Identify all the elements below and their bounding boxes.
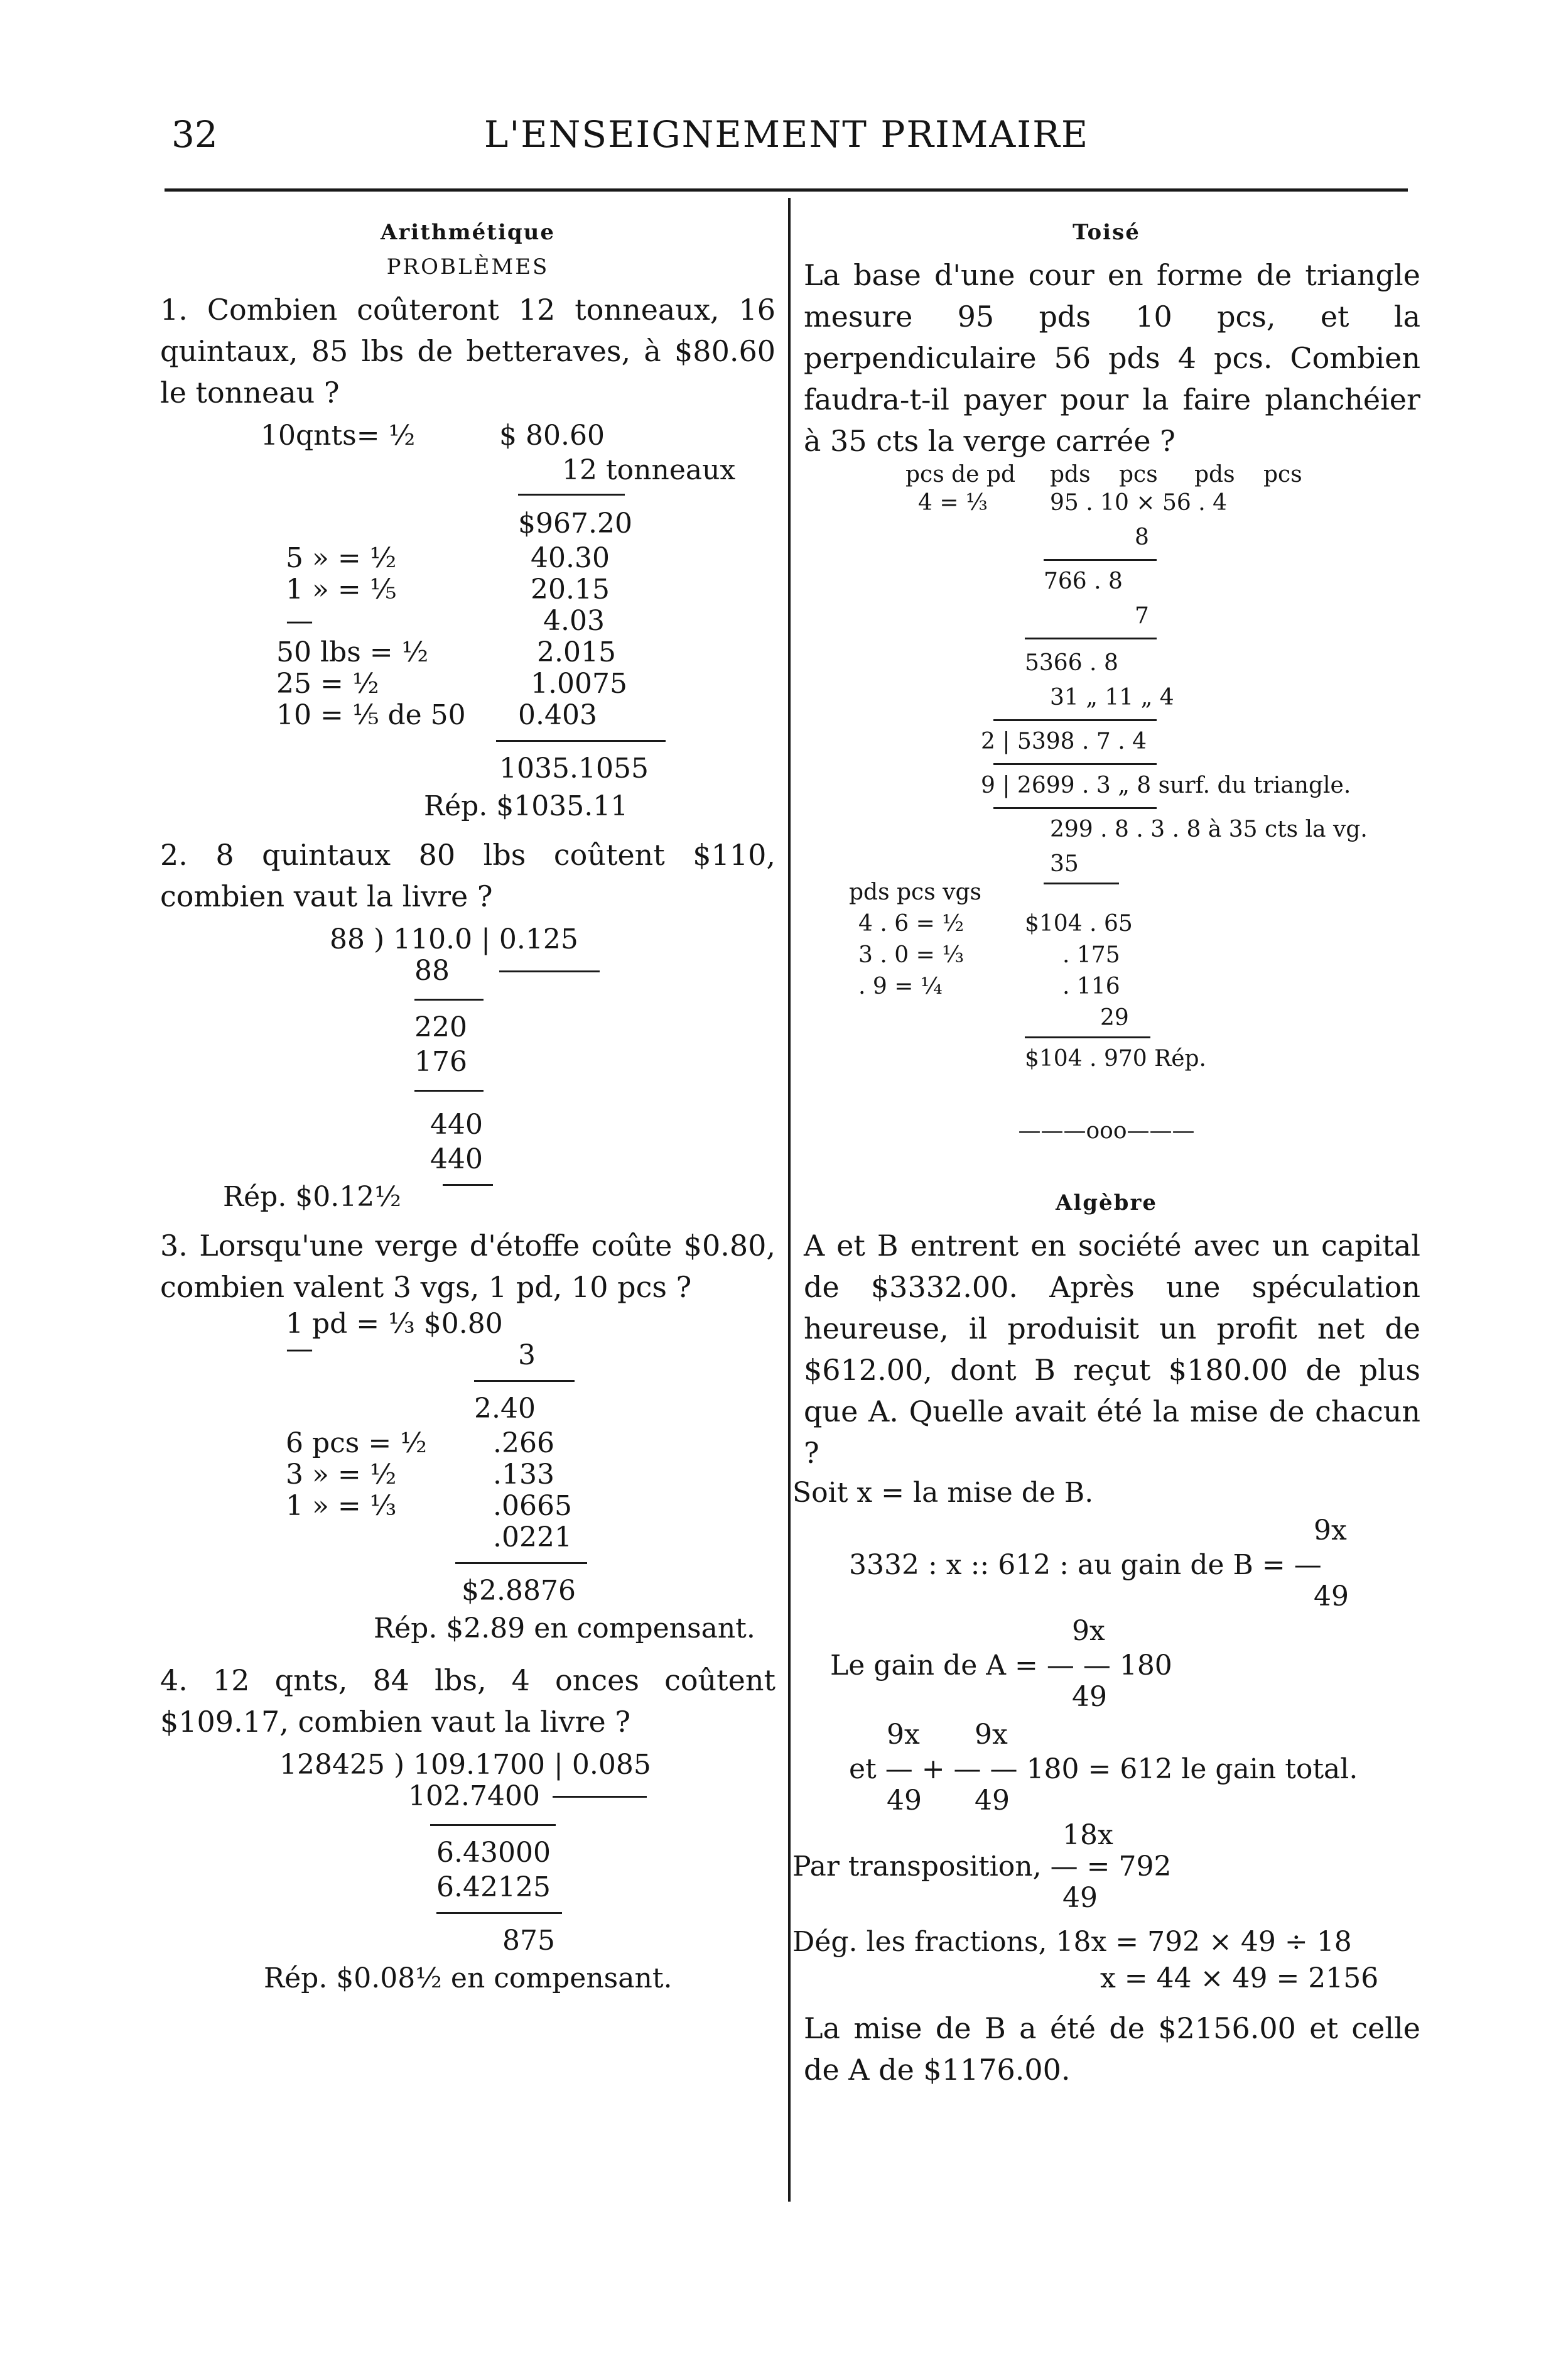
- calc-line: Rép. $0.08½ en compensant.: [264, 1962, 673, 1994]
- algebre-answer: La mise de B a été de $2156.00 et celle de A de $1176.00.: [804, 2011, 1420, 2087]
- calc-problem-1: [160, 413, 776, 834]
- calc-line: Soit x = la mise de B.: [792, 1477, 1094, 1509]
- calc-line: 49: [1072, 1681, 1107, 1713]
- calc-line: pcs: [1119, 462, 1158, 487]
- problem-3: 3. Lorsqu'une verge d'étoffe coûte $0.80, combien valent 3 vgs, 1 pd, 10 pcs ?: [160, 1229, 776, 1304]
- rule: [436, 1912, 562, 1914]
- calc-line: .133: [493, 1459, 554, 1491]
- rule: [993, 763, 1157, 765]
- calc-problem-2: [160, 917, 776, 1225]
- calc-line: 3 » = ½: [286, 1459, 397, 1491]
- calc-algebre-final: [792, 1926, 1420, 2008]
- calc-line: 102.7400: [408, 1780, 540, 1812]
- calc-line: pds: [1194, 462, 1235, 487]
- calc-line: 49: [1314, 1580, 1349, 1612]
- section-title-toise: Toisé: [1073, 220, 1140, 245]
- running-title: L'ENSEIGNEMENT PRIMAIRE: [484, 113, 1089, 156]
- calc-line: 4 = ⅓: [918, 490, 988, 516]
- calc-line: 1035.1055: [499, 753, 649, 785]
- rule: [414, 1090, 484, 1092]
- calc-line: 7: [1135, 603, 1149, 629]
- rule: [443, 1184, 493, 1186]
- calc-line: . 175: [1062, 942, 1120, 968]
- calc-line: 40.30: [531, 542, 610, 574]
- calc-line: $104 . 65: [1025, 911, 1133, 937]
- calc-line: 31 „ 11 „ 4: [1050, 685, 1174, 710]
- calc-line: .266: [493, 1427, 554, 1459]
- calc-line: 6.42125: [436, 1871, 551, 1903]
- calc-line: 9x: [1314, 1514, 1347, 1546]
- calc-line: 2 | 5398 . 7 . 4: [981, 729, 1147, 754]
- right-column: [792, 220, 1420, 2090]
- calc-line: 49: [975, 1785, 1010, 1817]
- calc-line: Dég. les fractions, 18x = 792 × 49 ÷ 18: [792, 1926, 1352, 1958]
- page-header: [160, 113, 1413, 163]
- calc-line: 9x: [975, 1719, 1008, 1751]
- calc-line: 9x: [887, 1719, 920, 1751]
- calc-line: 0.403: [518, 699, 597, 731]
- calc-line: 88: [414, 955, 450, 987]
- rule: [474, 1380, 575, 1382]
- calc-line: et — + — — 180 = 612 le gain total.: [849, 1753, 1358, 1785]
- calc-line: 10qnts= ½: [261, 420, 416, 452]
- section-title-arithmetique: Arithmétique: [381, 220, 555, 245]
- rule: [414, 999, 484, 1001]
- calc-line: 875: [502, 1925, 555, 1957]
- calc-line: 35: [1050, 851, 1079, 877]
- calc-line: 1 » = ⅓: [286, 1490, 397, 1522]
- calc-line: pcs: [1263, 462, 1302, 487]
- problem-1: 1. Combien coûteront 12 tonneaux, 16 quintaux, 85 lbs de betteraves, à $80.60 le tonneau ?: [160, 293, 776, 410]
- rule: [1044, 559, 1157, 561]
- rule: [430, 1824, 556, 1826]
- column-divider: [788, 198, 791, 2202]
- calc-problem-4: [160, 1742, 776, 2038]
- calc-line: 128425 ) 109.1700 | 0.085: [279, 1749, 651, 1781]
- calc-line: $104 . 970 Rép.: [1025, 1046, 1207, 1072]
- rule: [993, 807, 1157, 809]
- calc-line: 6 pcs = ½: [286, 1427, 427, 1459]
- calc-line: 1 pd = ⅓ $0.80: [286, 1308, 503, 1340]
- subsection-title: PROBLÈMES: [386, 254, 549, 280]
- calc-line: 50 lbs = ½: [276, 636, 429, 668]
- calc-line: 95 . 10 × 56 . 4: [1050, 490, 1228, 516]
- calc-line: 18x: [1062, 1819, 1113, 1851]
- calc-line: 3332 : x :: 612 : au gain de B = —: [849, 1549, 1322, 1581]
- calc-line: 440: [430, 1143, 483, 1175]
- calc-line: Rép. $2.89 en compensant.: [374, 1612, 755, 1644]
- calc-line: 6.43000: [436, 1837, 551, 1869]
- calc-line: 25 = ½: [276, 668, 379, 700]
- calc-line: pds pcs vgs: [849, 879, 981, 905]
- calc-line: Par transposition, — = 792: [792, 1850, 1172, 1883]
- calc-line: 49: [1062, 1882, 1098, 1914]
- calc-line: 5366 . 8: [1025, 650, 1118, 676]
- calc-problem-3: [160, 1308, 776, 1660]
- calc-toise: [792, 462, 1420, 1190]
- calc-line: 4.03: [543, 605, 605, 637]
- rule: [553, 1796, 647, 1798]
- separator-ornament: ———ooo———: [1018, 1118, 1195, 1144]
- rule: [518, 494, 625, 496]
- calc-line: pcs de pd: [905, 462, 1016, 487]
- problem-2: 2. 8 quintaux 80 lbs coûtent $110, combien vaut la livre ?: [160, 838, 776, 913]
- calc-line: pds: [1050, 462, 1091, 487]
- calc-line: .0221: [493, 1521, 572, 1553]
- rule: [993, 719, 1157, 721]
- algebre-problem: A et B entrent en société avec un capital de $3332.00. Après une spéculation heureuse, il produisit un profit net de $612.00, dont B reçut $180.00 de plus que A. Quelle avait été la mise de chacun ?: [804, 1229, 1420, 1470]
- calc-line: Le gain de A = — — 180: [830, 1649, 1172, 1682]
- calc-line: 9 | 2699 . 3 „ 8 surf. du triangle.: [981, 773, 1351, 798]
- calc-line: 766 . 8: [1044, 568, 1123, 594]
- calc-line: 3 . 0 = ⅓: [858, 942, 965, 968]
- calc-line: 8: [1135, 524, 1149, 550]
- rule: [496, 740, 666, 742]
- calc-line: 3: [518, 1339, 536, 1371]
- calc-line: . 9 = ¼: [858, 974, 943, 999]
- calc-line: 2.015: [537, 636, 616, 668]
- rule: [1025, 1036, 1150, 1038]
- calc-line: 220: [414, 1011, 467, 1043]
- calc-algebre: [792, 1474, 1420, 1926]
- calc-line: 88 ) 110.0 | 0.125: [330, 923, 578, 955]
- calc-line: 9x: [1072, 1615, 1105, 1647]
- calc-line: x = 44 × 49 = 2156: [1100, 1962, 1379, 1994]
- calc-line: 2.40: [474, 1393, 536, 1425]
- calc-line: Rép. $0.12½: [223, 1181, 401, 1213]
- calc-line: $ 80.60: [499, 420, 605, 452]
- calc-line: 20.15: [531, 573, 610, 606]
- section-title-algebre: Algèbre: [1055, 1190, 1158, 1215]
- calc-line: 440: [430, 1109, 483, 1141]
- calc-line: 176: [414, 1046, 467, 1078]
- rule: [455, 1562, 587, 1564]
- rule: [1025, 638, 1157, 639]
- problem-4: 4. 12 qnts, 84 lbs, 4 onces coûtent $109.17, combien vaut la livre ?: [160, 1663, 776, 1739]
- calc-line: 1 » = ⅕: [286, 573, 397, 606]
- calc-line: 4 . 6 = ½: [858, 911, 965, 937]
- calc-line: 1.0075: [531, 668, 627, 700]
- page-number: 32: [171, 113, 218, 156]
- calc-line: .0665: [493, 1490, 572, 1522]
- calc-line: 12 tonneaux: [562, 454, 736, 486]
- calc-line: $2.8876: [462, 1575, 576, 1607]
- calc-line: Rép. $1035.11: [424, 790, 629, 822]
- calc-line: 299 . 8 . 3 . 8 à 35 cts la vg.: [1050, 817, 1368, 842]
- calc-line: 10 = ⅕ de 50: [276, 699, 466, 731]
- calc-line: —: [286, 1333, 313, 1365]
- calc-line: 49: [887, 1785, 922, 1817]
- left-column: [160, 220, 776, 2038]
- toise-problem: La base d'une cour en forme de triangle mesure 95 pds 10 pcs, et la perpendiculaire 56 pds 4 pcs. Combien faudra-t-il payer pour la faire planchéier à 35 cts la verge carrée ?: [804, 258, 1420, 458]
- header-rule: [165, 188, 1408, 192]
- rule: [499, 970, 600, 972]
- calc-line: 29: [1100, 1005, 1129, 1031]
- rule: [1044, 883, 1119, 884]
- calc-line: . 116: [1062, 974, 1120, 999]
- calc-line: $967.20: [518, 508, 632, 540]
- calc-line: 5 » = ½: [286, 542, 397, 574]
- calc-line: —: [286, 605, 313, 637]
